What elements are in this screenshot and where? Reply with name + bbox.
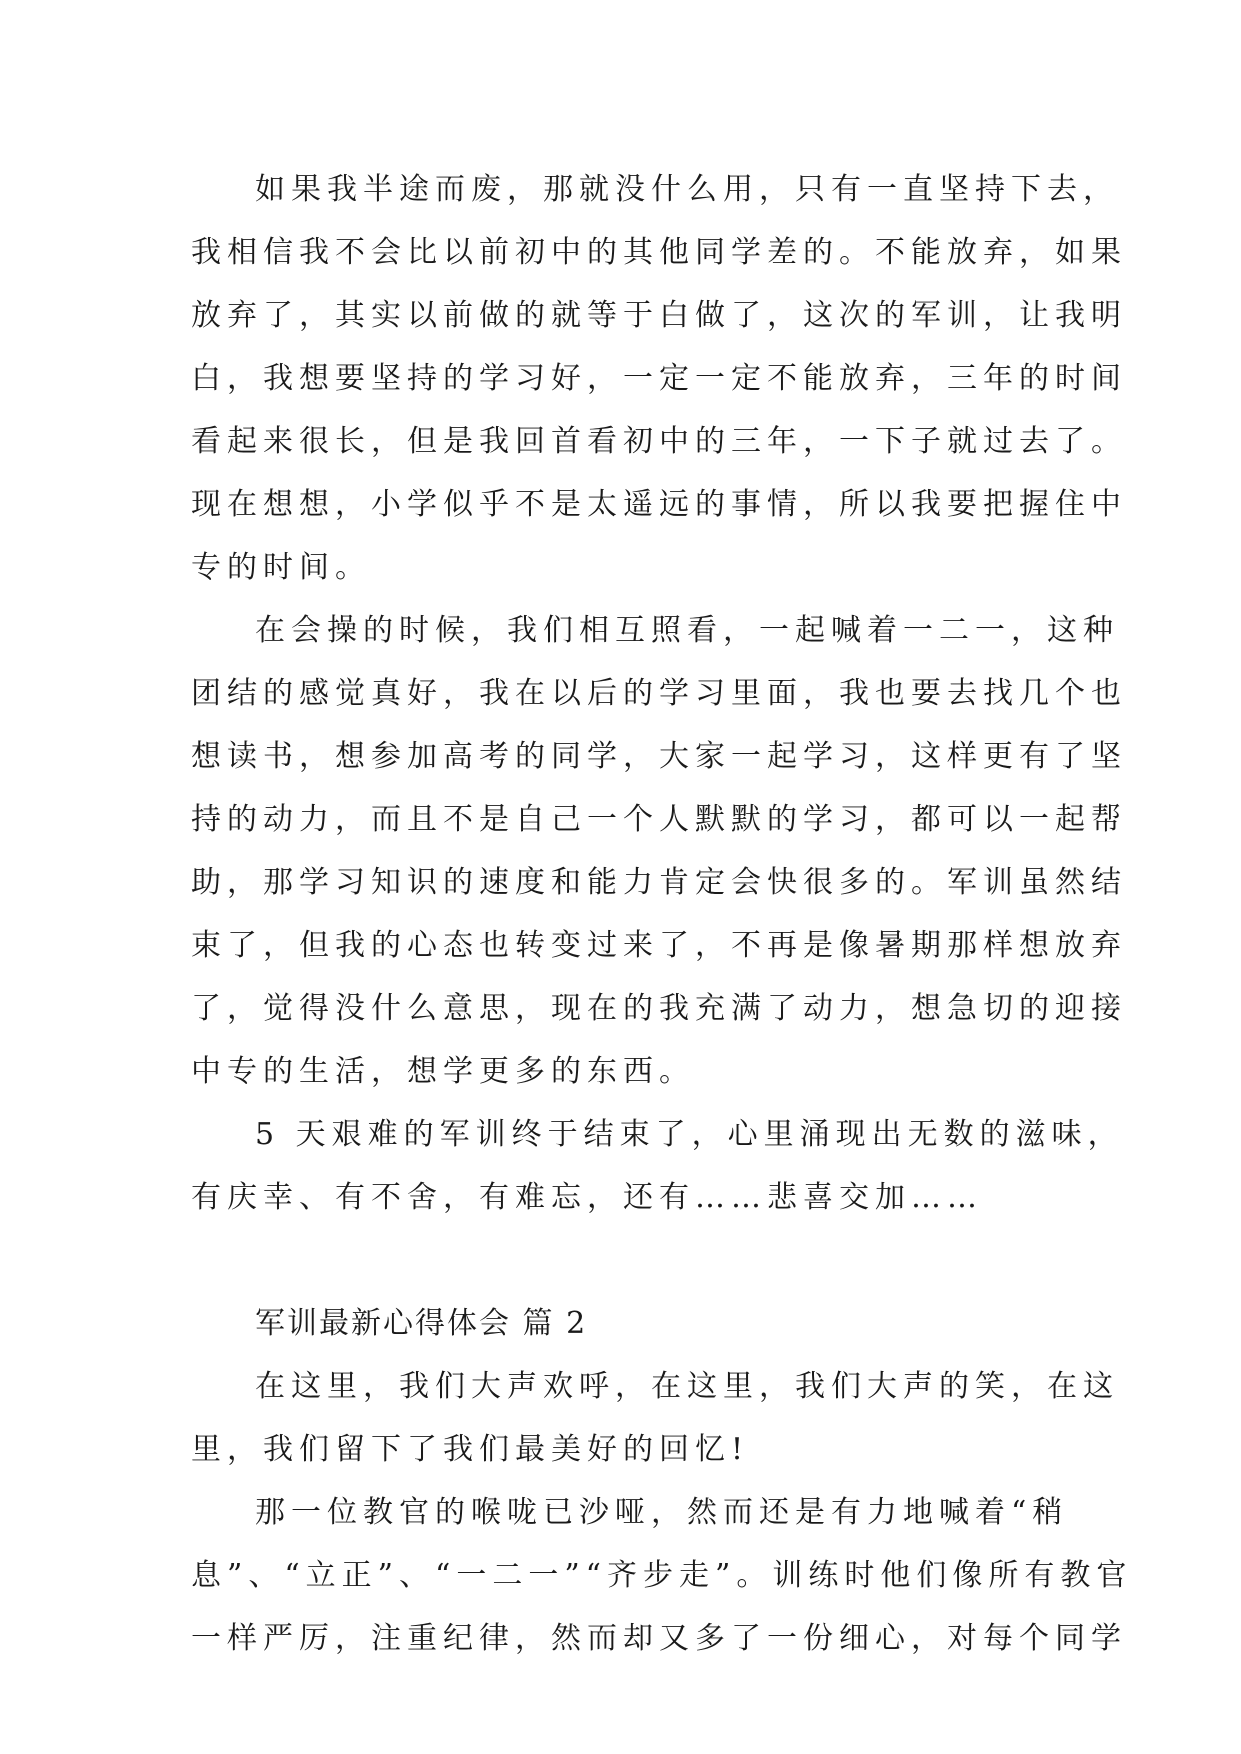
paragraph [191,1481,1133,1670]
text-line: 想读书，想参加高考的同学，大家一起学习，这样更有了坚 [191,739,1127,774]
text-line: 专的时间。 [191,550,371,585]
text-line: 5 天艰难的军训终于结束了，心里涌现出无数的滋味， [255,1117,1124,1152]
text-line: 在这里，我们大声欢呼，在这里，我们大声的笑，在这 [255,1369,1119,1404]
document-page [191,158,1133,1670]
paragraph [191,599,1127,1103]
paragraph [191,1103,1124,1229]
text-line: 我相信我不会比以前初中的其他同学差的。不能放弃，如果 [191,235,1127,270]
text-line: 持的动力，而且不是自己一个人默默的学习，都可以一起帮 [191,802,1127,837]
paragraph [191,158,1127,599]
text-line: 看起来很长，但是我回首看初中的三年，一下子就过去了。 [191,424,1127,459]
text-line: 白，我想要坚持的学习好，一定一定不能放弃，三年的时间 [191,361,1127,396]
text-line: 一样严厉，注重纪律，然而却又多了一份细心，对每个同学 [191,1621,1127,1656]
text-line: 放弃了，其实以前做的就等于白做了，这次的军训，让我明 [191,298,1127,333]
section-heading: 军训最新心得体会 篇 2 [255,1306,588,1341]
text-line: 团结的感觉真好，我在以后的学习里面，我也要去找几个也 [191,676,1127,711]
text-line: 了，觉得没什么意思，现在的我充满了动力，想急切的迎接 [191,991,1127,1026]
text-line: 中专的生活，想学更多的东西。 [191,1054,695,1089]
text-line: 里，我们留下了我们最美好的回忆! [191,1432,750,1467]
text-line: 息”、“立正”、“一二一”“齐步走”。训练时他们像所有教官 [191,1558,1133,1593]
text-line: 有庆幸、有不舍，有难忘，还有……悲喜交加…… [191,1180,983,1215]
text-line: 在会操的时候，我们相互照看，一起喊着一二一，这种 [255,613,1119,648]
text-line: 那一位教官的喉咙已沙哑，然而还是有力地喊着“稍 [255,1495,1069,1530]
text-line: 束了，但我的心态也转变过来了，不再是像暑期那样想放弃 [191,928,1127,963]
text-line: 如果我半途而废，那就没什么用，只有一直坚持下去， [255,172,1119,207]
paragraph [191,1355,1119,1481]
blank-line [191,1229,1061,1292]
text-line: 助，那学习知识的速度和能力肯定会快很多的。军训虽然结 [191,865,1127,900]
text-line: 现在想想，小学似乎不是太遥远的事情，所以我要把握住中 [191,487,1127,522]
